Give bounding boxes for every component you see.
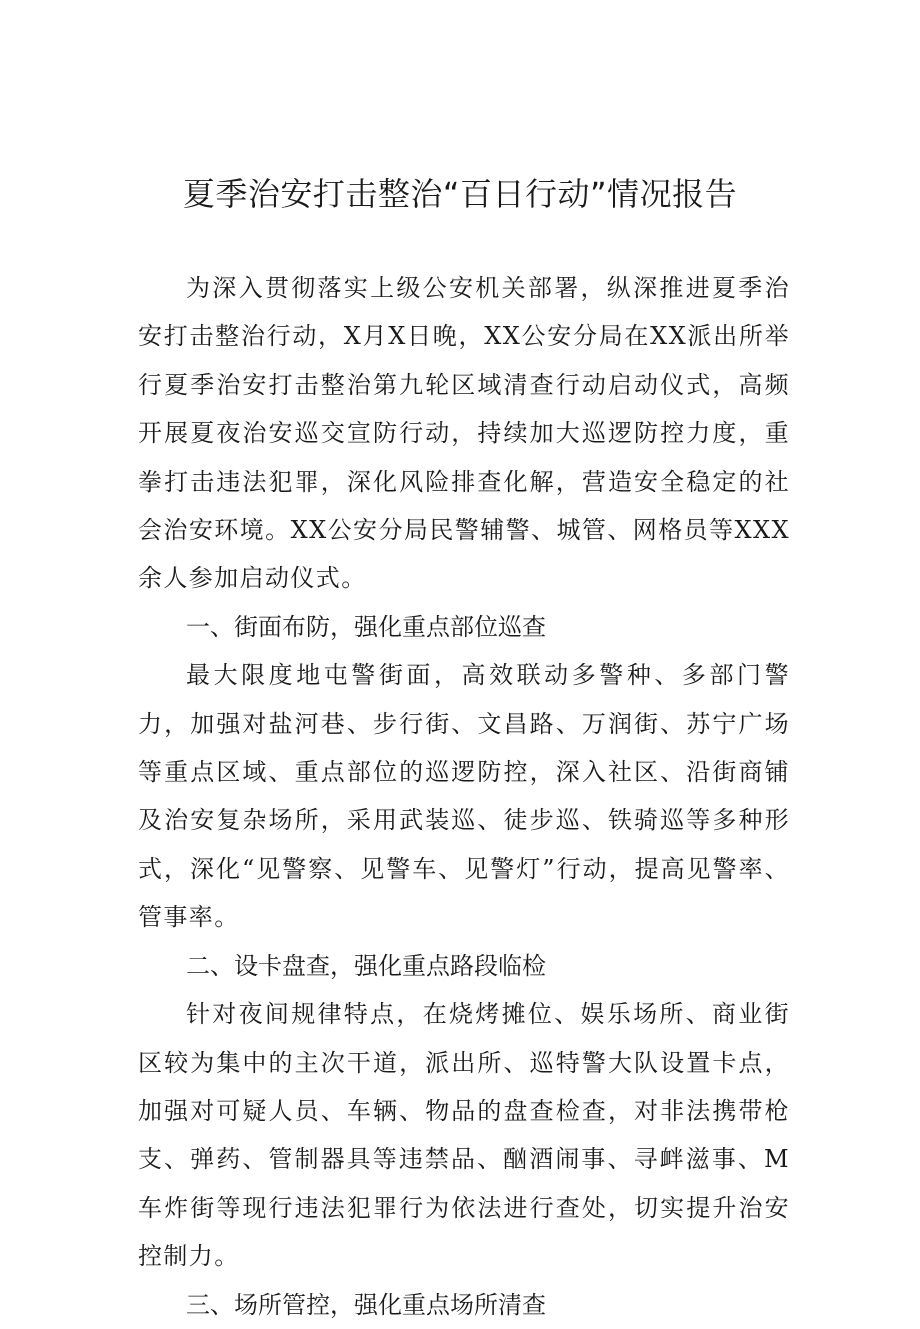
section-heading-2: 二、设卡盘查，强化重点路段临检 xyxy=(186,951,546,980)
intro-paragraph: 为深入贯彻落实上级公安机关部署，纵深推进夏季治安打击整治行动，X月X日晚，XX公安分局在XX派出所举行夏季治安打击整治第九轮区域清查行动启动仪式，高频开展夏夜治安巡交宣防行动，持续加大巡逻防控力度，重拳打击违法犯罪，深化风险排查化解，营造安全稳定的社会治安环境。XX公安分局民警辅警、城管、网格员等XXX余人参加启动仪式。 xyxy=(138,274,790,593)
section-heading-1: 一、街面布防，强化重点部位巡查 xyxy=(186,612,546,641)
section-heading-3: 三、场所管控，强化重点场所清查 xyxy=(186,1290,546,1319)
document-title: 夏季治安打击整治“百日行动”情况报告 xyxy=(182,175,738,213)
section-body-1: 最大限度地屯警街面，高效联动多警种、多部门警力，加强对盐河巷、步行街、文昌路、万润街、苏宁广场等重点区域、重点部位的巡逻防控，深入社区、沿街商铺及治安复杂场所，采用武装巡、徒步巡、铁骑巡等多种形式，深化“见警察、见警车、见警灯”行动，提高见警率、管事率。 xyxy=(138,661,790,932)
document-body xyxy=(138,264,790,1329)
section-body-2: 针对夜间规律特点，在烧烤摊位、娱乐场所、商业街区较为集中的主次干道，派出所、巡特警大队设置卡点，加强对可疑人员、车辆、物品的盘查检查，对非法携带枪支、弹药、管制器具等违禁品、酗酒闹事、寻衅滋事、M车炸街等现行违法犯罪行为依法进行查处，切实提升治安控制力。 xyxy=(138,1000,790,1271)
